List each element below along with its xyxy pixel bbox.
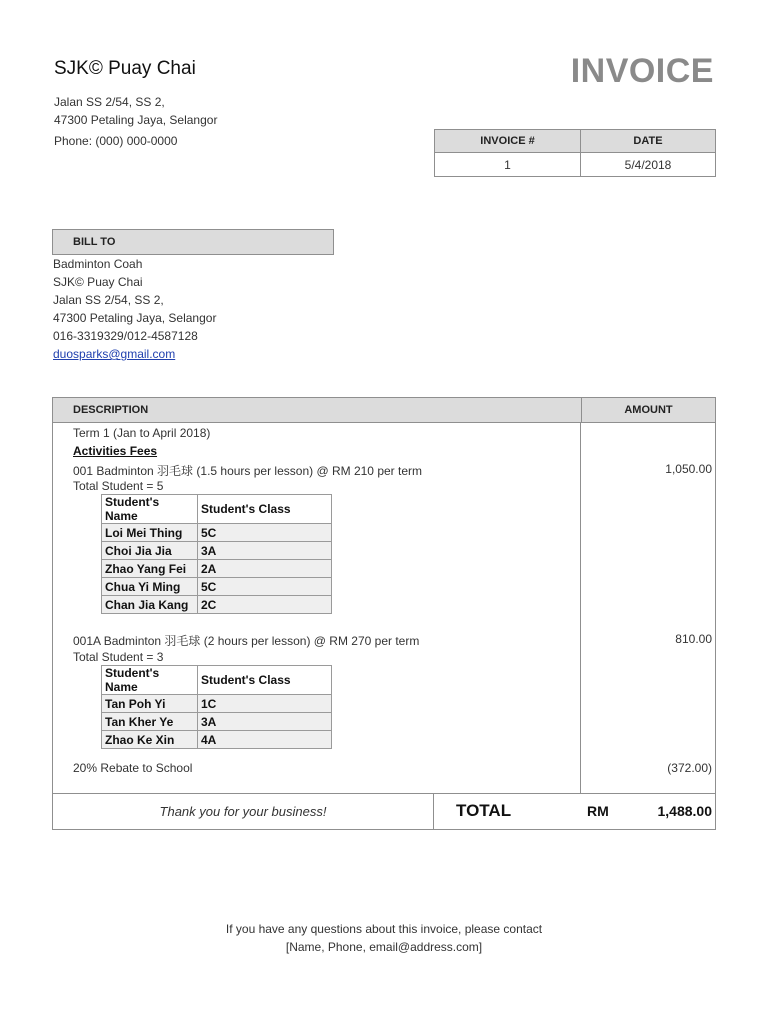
student-name: Zhao Yang Fei: [102, 560, 198, 578]
table-row: [102, 731, 332, 749]
student-class: 3A: [198, 713, 332, 731]
student-name: Chua Yi Ming: [102, 578, 198, 596]
total-label: TOTAL: [456, 801, 512, 820]
student-name: Tan Kher Ye: [102, 713, 198, 731]
student-class: 1C: [198, 695, 332, 713]
line-item-2-student-count: Total Student = 3: [73, 650, 164, 664]
footer-divider: [53, 793, 715, 794]
table-row: [102, 695, 332, 713]
invoice-date-header: DATE: [581, 130, 715, 153]
table-header-cell: Student's Class: [198, 495, 332, 524]
rebate-description: 20% Rebate to School: [73, 761, 193, 775]
student-class: 2A: [198, 560, 332, 578]
company-address-line-2: 47300 Petaling Jaya, Selangor: [54, 113, 218, 127]
bill-to-line: 016-3319329/012-4587128: [53, 329, 198, 343]
invoice-meta-table: [434, 129, 716, 177]
table-row: [102, 542, 332, 560]
bill-to-line: Badminton Coah: [53, 257, 143, 271]
bill-to-email-link[interactable]: duosparks@gmail.com: [53, 347, 176, 361]
column-divider: [580, 423, 581, 793]
table-row: [102, 596, 332, 614]
company-name: SJK© Puay Chai: [54, 58, 196, 79]
table-header-row: [102, 495, 332, 524]
line-item-1-student-count: Total Student = 5: [73, 479, 164, 493]
invoice-number-value: 1: [435, 153, 581, 176]
rebate-amount: (372.00): [667, 761, 712, 775]
table-header-row: [102, 666, 332, 695]
currency-label: RM: [587, 803, 609, 819]
amount-header: AMOUNT: [581, 398, 715, 423]
description-header: DESCRIPTION: [53, 398, 581, 423]
bill-to-header: BILL TO: [52, 229, 334, 255]
table-header-cell: Student's Name: [102, 666, 198, 695]
bill-to-line: SJK© Puay Chai: [53, 275, 143, 289]
student-table-2: [101, 665, 332, 749]
contact-note-line-1: If you have any questions about this invoice, please contact: [225, 922, 543, 936]
student-class: 5C: [198, 578, 332, 596]
term-label: Term 1 (Jan to April 2018): [73, 426, 211, 440]
total-divider: [433, 793, 434, 829]
line-item-2-description: 001A Badminton 羽毛球 (2 hours per lesson) @ RM 270 per term: [73, 634, 420, 648]
student-class: 3A: [198, 542, 332, 560]
student-class: 5C: [198, 524, 332, 542]
line-item-1-description: 001 Badminton 羽毛球 (1.5 hours per lesson) @ RM 210 per term: [73, 464, 422, 478]
table-row: [102, 713, 332, 731]
student-name: Loi Mei Thing: [102, 524, 198, 542]
line-item-1-amount: 1,050.00: [665, 462, 712, 476]
student-name: Zhao Ke Xin: [102, 731, 198, 749]
student-class: 2C: [198, 596, 332, 614]
invoice-date-value: 5/4/2018: [624, 157, 672, 172]
table-header-cell: Student's Name: [102, 495, 198, 524]
table-row: [102, 560, 332, 578]
student-name: Choi Jia Jia: [102, 542, 198, 560]
student-name: Tan Poh Yi: [102, 695, 198, 713]
total-value: 1,488.00: [657, 803, 712, 819]
bill-to-line: 47300 Petaling Jaya, Selangor: [53, 311, 217, 325]
company-phone: Phone: (000) 000-0000: [54, 134, 178, 148]
invoice-number-header: INVOICE #: [435, 130, 581, 153]
contact-note-line-2: [Name, Phone, email@address.com]: [285, 940, 483, 954]
student-class: 4A: [198, 731, 332, 749]
company-address-line-1: Jalan SS 2/54, SS 2,: [54, 95, 165, 109]
table-header-cell: Student's Class: [198, 666, 332, 695]
bill-to-line: Jalan SS 2/54, SS 2,: [53, 293, 164, 307]
invoice-title: INVOICE: [570, 52, 714, 90]
student-name: Chan Jia Kang: [102, 596, 198, 614]
table-row: [102, 578, 332, 596]
thank-you-note: Thank you for your business!: [159, 804, 327, 819]
table-row: [102, 524, 332, 542]
section-title: Activities Fees: [73, 444, 158, 458]
line-item-2-amount: 810.00: [675, 632, 712, 646]
student-table-1: [101, 494, 332, 614]
